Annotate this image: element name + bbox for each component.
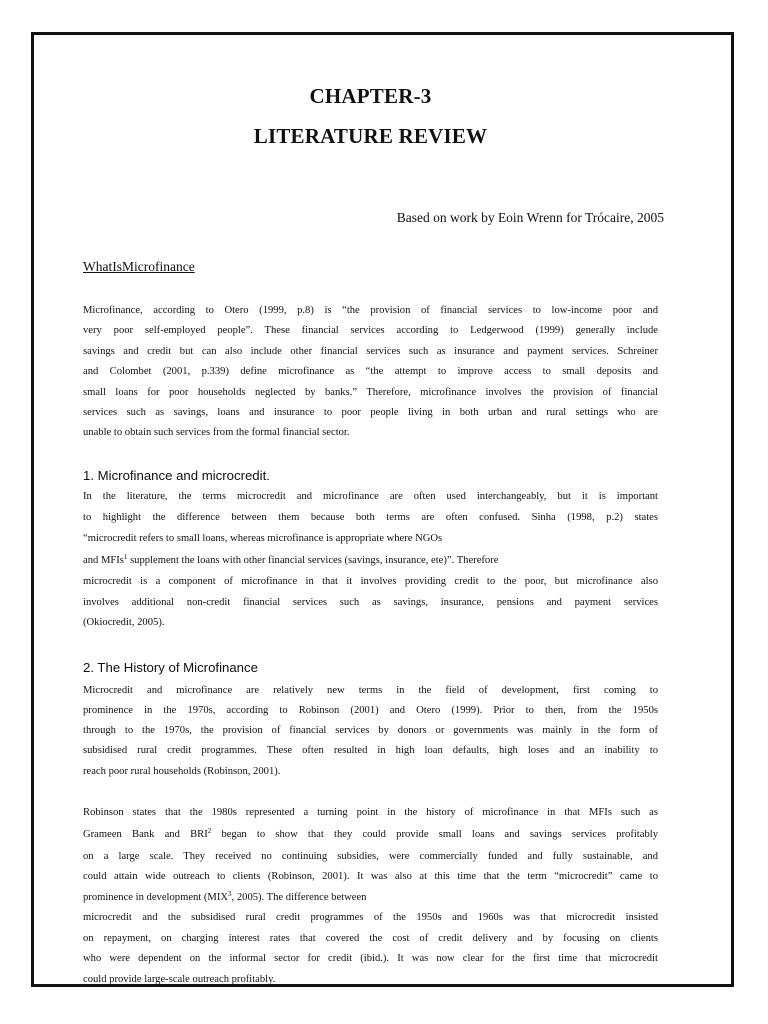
- section-heading-microfinance-and-microcredit: 1. Microfinance and microcredit.: [83, 468, 270, 483]
- section-heading-history-of-microfinance: 2. The History of Microfinance: [83, 660, 258, 675]
- paragraph-line: savings and credit but can also include other financial services such as insurance and payment services. Schreiner: [83, 346, 658, 357]
- bri-text: Grameen Bank and BRI: [83, 829, 208, 840]
- paragraph-line: very poor self-employed people”. These financial services according to Ledgerwood (1999) generally include: [83, 325, 658, 336]
- paragraph-line: could provide large-scale outreach profitably.: [83, 974, 276, 985]
- mfi-text: and MFIs: [83, 555, 124, 566]
- chapter-title: LITERATURE REVIEW: [253, 124, 488, 148]
- paragraph-line: Microfinance, according to Otero (1999, p.8) is “the provision of financial services to low-income poor and: [83, 305, 658, 316]
- paragraph-line: and Colombet (2001, p.339) define microfinance as “the attempt to improve access to small deposits and: [83, 366, 658, 377]
- paragraph-line: on repayment, on charging interest rates that covered the cost of credit delivery and by focusing on clients: [83, 933, 658, 944]
- footnote-marker: 2: [207, 827, 212, 835]
- paragraph-line: prominence in the 1970s, according to Robinson (2001) and Otero (1999). Prior to then, from the 1950s: [83, 705, 658, 716]
- paragraph-line: small loans for poor households neglected by banks.” Therefore, microfinance involves the provision of financial: [83, 387, 658, 398]
- page-border: [31, 32, 734, 987]
- paragraph-line: reach poor rural households (Robinson, 2001).: [83, 766, 281, 777]
- mix-continuation: , 2005). The difference between: [231, 892, 367, 903]
- paragraph-line: In the literature, the terms microcredit and microfinance are often used interchangeably, but it is important: [83, 491, 658, 502]
- paragraph-line: microcredit and the subsidised rural credit programmes of the 1950s and 1960s was that microcredit insisted: [83, 912, 658, 923]
- paragraph-line: (Okiocredit, 2005).: [83, 617, 165, 628]
- paragraph-line: on a large scale. They received no continuing subsidies, were commercially funded and fully sustainable, and: [83, 851, 658, 862]
- paragraph-line: “microcredit refers to small loans, whereas microfinance is appropriate where NGOs: [83, 533, 443, 544]
- mix-text: prominence in development (MIX: [83, 892, 229, 903]
- section-title-what-is-microfinance: WhatIsMicrofinance: [83, 259, 195, 274]
- paragraph-line: who were dependent on the informal sector for credit (ibid.). It was now clear for the first time that microcredit: [83, 953, 658, 964]
- paragraph-line: microcredit is a component of microfinance in that it involves providing credit to the poor, but microfinance also: [83, 576, 658, 587]
- footnote-marker: 1: [123, 553, 128, 561]
- paragraph-line: through to the 1970s, the provision of financial services by donors or governments was mainly in the form of: [83, 725, 658, 736]
- mfi-continuation: supplement the loans with other financial services (savings, insurance, ete)”. Therefore: [130, 555, 499, 566]
- paragraph-line: Microcredit and microfinance are relatively new terms in the field of development, first coming to: [83, 685, 658, 696]
- paragraph-line: [83, 891, 658, 905]
- chapter-number: CHAPTER-3: [309, 84, 432, 108]
- bri-continuation: began to show that they could provide small loans and savings services profitably: [221, 829, 658, 840]
- paragraph-line: could attain wide outreach to clients (Robinson, 2001). It was also at this time that the term “microcredit” came to: [83, 871, 658, 882]
- paragraph-line: involves additional non-credit financial services such as savings, insurance, pensions and payment services: [83, 597, 658, 608]
- paragraph-line: subsidised rural credit programmes. These often resulted in high loan defaults, high loses and an inability to: [83, 745, 658, 756]
- footnote-marker: 3: [228, 890, 232, 898]
- paragraph-line: unable to obtain such services from the formal financial sector.: [83, 427, 350, 438]
- paragraph-line: [83, 828, 658, 842]
- paragraph-line: [83, 554, 658, 568]
- paragraph-line: Robinson states that the 1980s represented a turning point in the history of microfinance in that MFIs such as: [83, 807, 658, 818]
- paragraph-line: services such as savings, loans and insurance to poor people living in both urban and rural settings who are: [83, 407, 658, 418]
- attribution: Based on work by Eoin Wrenn for Trócaire, 2005: [396, 210, 664, 225]
- paragraph-line: to highlight the difference between them because both terms are often confused. Sinha (1998, p.2) states: [83, 512, 658, 523]
